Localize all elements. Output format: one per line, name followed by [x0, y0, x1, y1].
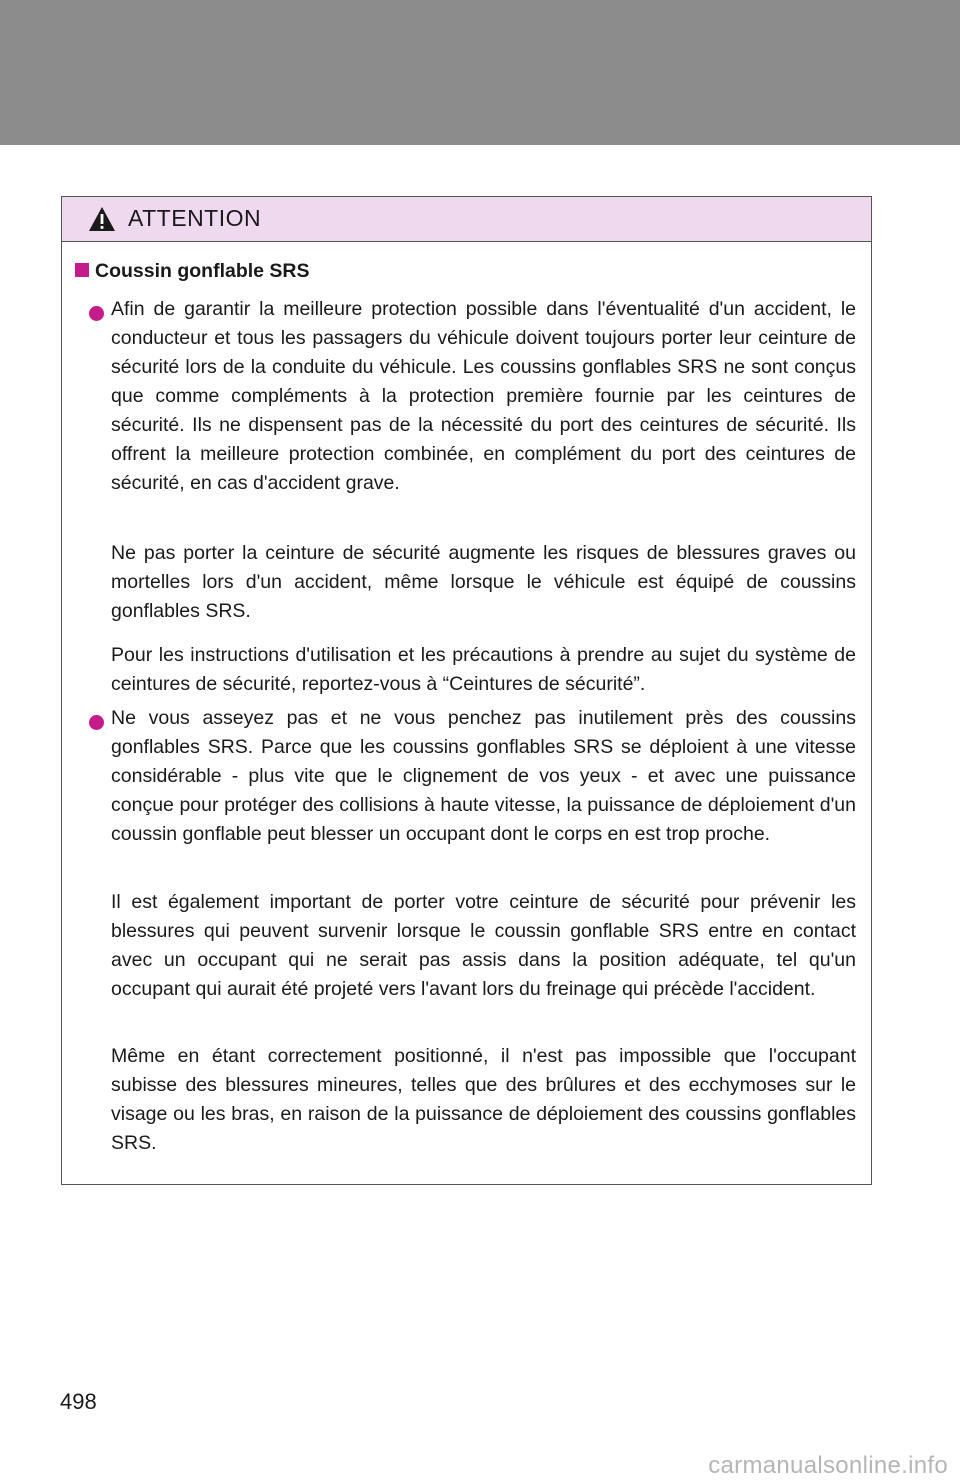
bullet-dot-icon [89, 306, 104, 321]
bullet-dot-icon [89, 715, 104, 730]
section-title-text: Coussin gonflable SRS [95, 260, 310, 282]
paragraph: Pour les instructions d'utilisation et les précautions à prendre au sujet du système de ceintures de sécurité, reportez-vous à “Ceintures de sécurité”. [111, 644, 856, 695]
attention-box [61, 196, 872, 1185]
attention-title: ATTENTION [128, 205, 262, 231]
page-number: 498 [60, 1389, 97, 1414]
attention-header [62, 197, 871, 242]
page-header-band [0, 0, 960, 145]
watermark: carmanualsonline.info [708, 1452, 948, 1479]
paragraph: Ne vous asseyez pas et ne vous penchez pas inutilement près des coussins gonflables SRS. Parce que les coussins gonflables SRS se déploient à une vitesse considérable - plus vite que le clignement de vos yeux - et avec une puissance conçue pour protéger des collisions à haute vitesse, la puissance de déploiement d'un coussin gonflable peut blesser un occupant dont le corps en est trop proche. [111, 707, 856, 845]
paragraph: Ne pas porter la ceinture de sécurité augmente les risques de blessures graves ou mortelles lors d'un accident, même lorsque le véhicule est équipé de coussins gonflables SRS. [111, 542, 856, 622]
section-heading [75, 260, 310, 283]
paragraph: Il est également important de porter votre ceinture de sécurité pour prévenir les blessures qui peuvent survenir lorsque le coussin gonflable SRS entre en contact avec un occupant qui ne serait pas assis dans la position adéquate, tel qu'un occupant qui aurait été projeté vers l'avant lors du freinage qui précède l'accident. [111, 891, 856, 1000]
square-bullet-icon [75, 263, 89, 277]
paragraph: Afin de garantir la meilleure protection possible dans l'éventualité d'un accident, le conducteur et tous les passagers du véhicule doivent toujours porter leur ceinture de sécurité lors de la conduite du véhicule. Les coussins gonflables SRS ne sont conçus que comme compléments à la protection première fournie par les ceintures de sécurité. Ils ne dispensent pas de la nécessité du port des ceintures de sécurité. Ils offrent la meilleure protection combinée, en complément du port des ceintures de sécurité, en cas d'accident grave. [111, 298, 856, 494]
warning-icon [88, 206, 116, 232]
paragraph: Même en étant correctement positionné, il n'est pas impossible que l'occupant subisse des blessures mineures, telles que des brûlures et des ecchymoses sur le visage ou les bras, en raison de la puissance de déploiement des coussins gonflables SRS. [111, 1045, 856, 1154]
